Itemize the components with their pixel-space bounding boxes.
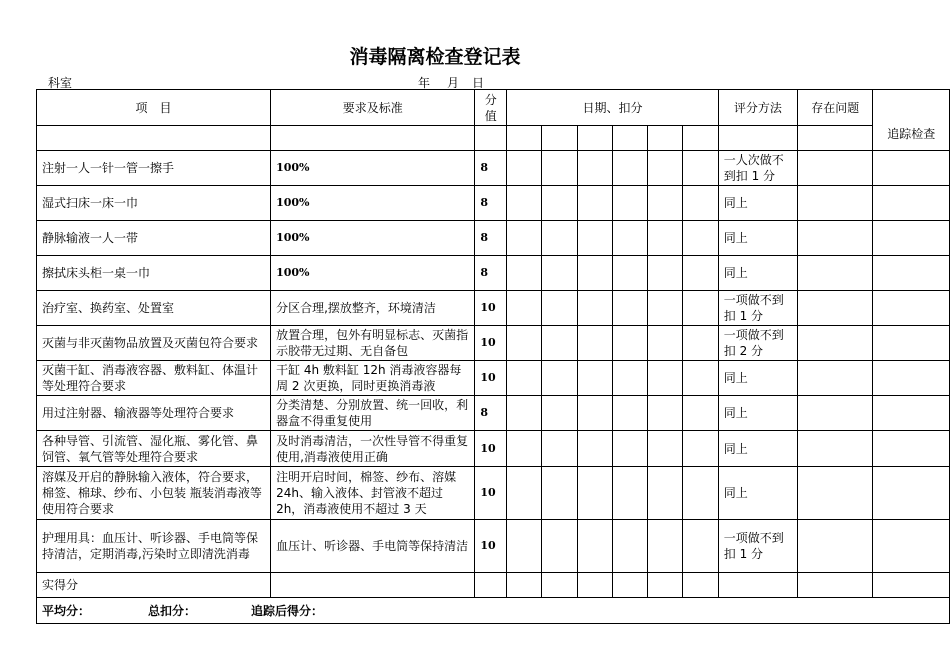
col-method-header: 评分方法 <box>718 90 797 126</box>
score-cell: 8 <box>475 221 507 256</box>
method-cell: 一项做不到扣 1 分 <box>718 291 797 326</box>
blank-cell[interactable] <box>542 126 577 151</box>
method-cell: 同上 <box>718 431 797 467</box>
item-cell: 各种导管、引流管、湿化瓶、雾化管、鼻饲管、氧气管等处理符合要求 <box>37 431 271 467</box>
requirement-cell: 及时消毒清洁，一次性导管不得重复使用,消毒液使用正确 <box>271 431 475 467</box>
requirement-cell: 100% <box>271 221 475 256</box>
followup-cell[interactable] <box>873 361 950 396</box>
table-row <box>37 186 950 221</box>
date-cell[interactable] <box>612 291 647 326</box>
date-cell[interactable] <box>648 467 683 520</box>
score-cell: 8 <box>475 151 507 186</box>
blank-cell[interactable] <box>683 126 718 151</box>
date-cell[interactable] <box>507 361 542 396</box>
score-cell: 10 <box>475 326 507 361</box>
date-cell[interactable] <box>683 256 718 291</box>
table-row <box>37 326 950 361</box>
col-issues-header: 存在问题 <box>798 90 873 126</box>
actual-score-cell[interactable] <box>542 573 577 598</box>
date-cell[interactable] <box>648 256 683 291</box>
date-cell[interactable] <box>612 256 647 291</box>
item-cell: 灭菌干缸、消毒液容器、敷料缸、体温计等处理符合要求 <box>37 361 271 396</box>
followup-cell[interactable] <box>873 431 950 467</box>
date-cell[interactable] <box>683 291 718 326</box>
requirement-cell: 分区合理,摆放整齐，环境清洁 <box>271 291 475 326</box>
date-cell[interactable] <box>648 396 683 431</box>
followup-cell[interactable] <box>873 467 950 520</box>
col-date-deduct-header: 日期、扣分 <box>507 90 719 126</box>
date-cell[interactable] <box>507 326 542 361</box>
date-cell[interactable] <box>683 467 718 520</box>
date-cell[interactable] <box>542 431 577 467</box>
date-cell[interactable] <box>612 221 647 256</box>
score-cell: 10 <box>475 467 507 520</box>
item-cell: 湿式扫床一床一巾 <box>37 186 271 221</box>
requirement-cell: 注明开启时间，棉签、纱布、溶媒 24h、输入液体、封管液不超过 2h，消毒液使用不超过 3 天 <box>271 467 475 520</box>
followup-cell[interactable] <box>873 221 950 256</box>
blank-row <box>37 126 950 151</box>
day-label: 日 <box>472 76 485 90</box>
date-cell[interactable] <box>577 151 612 186</box>
date-cell[interactable] <box>507 431 542 467</box>
method-cell: 一项做不到扣 1 分 <box>718 520 797 573</box>
date-cell[interactable] <box>542 520 577 573</box>
date-cell[interactable] <box>683 396 718 431</box>
issues-cell[interactable] <box>798 186 873 221</box>
method-cell: 同上 <box>718 221 797 256</box>
score-cell: 8 <box>475 186 507 221</box>
inspection-table <box>36 89 950 624</box>
score-cell: 10 <box>475 431 507 467</box>
actual-score-cell[interactable] <box>718 573 797 598</box>
item-cell: 溶媒及开启的静脉输入液体，符合要求，棉签、棉球、纱布、小包装 瓶装消毒液等使用符合要求 <box>37 467 271 520</box>
followup-cell[interactable] <box>873 151 950 186</box>
issues-cell[interactable] <box>798 326 873 361</box>
followup-cell[interactable] <box>873 186 950 221</box>
issues-cell[interactable] <box>798 396 873 431</box>
date-cell[interactable] <box>507 520 542 573</box>
date-cell[interactable] <box>683 520 718 573</box>
issues-cell[interactable] <box>798 256 873 291</box>
date-cell[interactable] <box>648 431 683 467</box>
date-cell[interactable] <box>507 291 542 326</box>
method-cell: 同上 <box>718 256 797 291</box>
header-row <box>37 90 950 126</box>
blank-cell[interactable] <box>798 126 873 151</box>
issues-cell[interactable] <box>798 151 873 186</box>
date-cell[interactable] <box>612 520 647 573</box>
date-cell[interactable] <box>507 467 542 520</box>
date-cell[interactable] <box>577 431 612 467</box>
method-cell: 同上 <box>718 467 797 520</box>
score-cell: 8 <box>475 396 507 431</box>
method-cell: 一人次做不到扣 1 分 <box>718 151 797 186</box>
date-cell[interactable] <box>507 396 542 431</box>
date-cell[interactable] <box>542 291 577 326</box>
date-cell[interactable] <box>683 221 718 256</box>
date-cell[interactable] <box>648 291 683 326</box>
date-cell[interactable] <box>577 326 612 361</box>
date-cell[interactable] <box>648 520 683 573</box>
form-title: 消毒隔离检查登记表 <box>349 46 521 68</box>
col-item-header: 项 目 <box>37 90 271 126</box>
date-cell[interactable] <box>542 361 577 396</box>
method-cell: 同上 <box>718 361 797 396</box>
date-cell[interactable] <box>612 361 647 396</box>
month-label: 月 <box>447 76 460 90</box>
department-label: 科室 <box>48 76 73 90</box>
blank-cell[interactable] <box>475 126 507 151</box>
item-cell: 注射一人一针一管一擦手 <box>37 151 271 186</box>
item-cell: 用过注射器、输液器等处理符合要求 <box>37 396 271 431</box>
requirement-cell: 100% <box>271 256 475 291</box>
date-cell[interactable] <box>577 221 612 256</box>
date-cell[interactable] <box>542 221 577 256</box>
issues-cell[interactable] <box>798 467 873 520</box>
date-cell[interactable] <box>507 151 542 186</box>
score-cell: 10 <box>475 520 507 573</box>
blank-cell[interactable] <box>612 126 647 151</box>
date-cell[interactable] <box>577 396 612 431</box>
date-cell[interactable] <box>612 467 647 520</box>
followup-cell[interactable] <box>873 396 950 431</box>
issues-cell[interactable] <box>798 431 873 467</box>
actual-score-row <box>37 573 950 598</box>
actual-score-cell[interactable] <box>612 573 647 598</box>
followup-cell[interactable] <box>873 291 950 326</box>
date-cell[interactable] <box>612 186 647 221</box>
issues-cell[interactable] <box>798 361 873 396</box>
requirement-cell: 分类清楚、分别放置、统一回收，利器盒不得重复使用 <box>271 396 475 431</box>
col-requirement-header: 要求及标准 <box>271 90 475 126</box>
requirement-cell: 放置合理，包外有明显标志、灭菌指示胶带无过期、无自备包 <box>271 326 475 361</box>
table-row <box>37 361 950 396</box>
blank-cell[interactable] <box>718 126 797 151</box>
item-cell: 擦拭床头柜一桌一巾 <box>37 256 271 291</box>
col-followup-header: 追踪检查 <box>873 90 950 151</box>
date-cell[interactable] <box>683 151 718 186</box>
method-cell: 一项做不到扣 2 分 <box>718 326 797 361</box>
date-cell[interactable] <box>648 186 683 221</box>
issues-cell[interactable] <box>798 221 873 256</box>
followup-cell[interactable] <box>873 256 950 291</box>
date-cell[interactable] <box>683 361 718 396</box>
method-cell: 同上 <box>718 396 797 431</box>
date-cell[interactable] <box>577 520 612 573</box>
date-cell[interactable] <box>612 151 647 186</box>
date-cell[interactable] <box>507 221 542 256</box>
table-row <box>37 291 950 326</box>
summary-footer <box>37 598 950 624</box>
item-cell: 治疗室、换药室、处置室 <box>37 291 271 326</box>
table-row <box>37 396 950 431</box>
blank-cell[interactable] <box>648 126 683 151</box>
date-cell[interactable] <box>683 326 718 361</box>
issues-cell[interactable] <box>798 520 873 573</box>
date-cell[interactable] <box>577 291 612 326</box>
date-cell[interactable] <box>542 396 577 431</box>
date-cell[interactable] <box>577 467 612 520</box>
requirement-cell: 干缸 4h 敷料缸 12h 消毒液容器每周 2 次更换，同时更换消毒液 <box>271 361 475 396</box>
score-cell: 10 <box>475 361 507 396</box>
score-cell: 8 <box>475 256 507 291</box>
total-deduct-label: 总扣分： <box>148 603 197 618</box>
requirement-cell: 血压计、听诊器、手电筒等保持清洁 <box>271 520 475 573</box>
item-cell: 灭菌与非灭菌物品放置及灭菌包符合要求 <box>37 326 271 361</box>
date-cell[interactable] <box>648 361 683 396</box>
date-cell[interactable] <box>683 186 718 221</box>
requirement-cell: 100% <box>271 186 475 221</box>
date-cell[interactable] <box>612 431 647 467</box>
actual-score-cell[interactable] <box>475 573 507 598</box>
table-row <box>37 520 950 573</box>
table-row <box>37 221 950 256</box>
method-cell: 同上 <box>718 186 797 221</box>
requirement-cell: 100% <box>271 151 475 186</box>
date-cell[interactable] <box>542 326 577 361</box>
date-cell[interactable] <box>542 151 577 186</box>
item-cell: 静脉输液一人一带 <box>37 221 271 256</box>
followup-score-label: 追踪后得分： <box>251 603 324 618</box>
date-cell[interactable] <box>542 256 577 291</box>
average-score-label: 平均分： <box>42 603 91 618</box>
table-row <box>37 431 950 467</box>
actual-score-cell[interactable] <box>873 573 950 598</box>
date-cell[interactable] <box>612 396 647 431</box>
date-cell[interactable] <box>612 326 647 361</box>
actual-score-cell[interactable] <box>271 573 475 598</box>
blank-cell[interactable] <box>271 126 475 151</box>
item-cell: 护理用具：血压计、听诊器、手电筒等保持清洁，定期消毒,污染时立即清洗消毒 <box>37 520 271 573</box>
blank-cell[interactable] <box>577 126 612 151</box>
date-cell[interactable] <box>577 361 612 396</box>
date-cell[interactable] <box>648 151 683 186</box>
actual-score-label: 实得分 <box>37 573 271 598</box>
blank-cell[interactable] <box>37 126 271 151</box>
date-cell[interactable] <box>507 256 542 291</box>
footer-row <box>37 598 950 624</box>
table-row <box>37 151 950 186</box>
score-cell: 10 <box>475 291 507 326</box>
date-cell[interactable] <box>542 467 577 520</box>
followup-cell[interactable] <box>873 326 950 361</box>
date-cell[interactable] <box>683 431 718 467</box>
blank-cell[interactable] <box>507 126 542 151</box>
actual-score-cell[interactable] <box>648 573 683 598</box>
year-label: 年 <box>418 76 431 90</box>
date-cell[interactable] <box>648 326 683 361</box>
followup-cell[interactable] <box>873 520 950 573</box>
actual-score-cell[interactable] <box>507 573 542 598</box>
date-cell[interactable] <box>577 186 612 221</box>
col-score-header: 分 值 <box>475 90 507 126</box>
date-cell[interactable] <box>648 221 683 256</box>
actual-score-cell[interactable] <box>577 573 612 598</box>
table-row <box>37 467 950 520</box>
table-row <box>37 256 950 291</box>
issues-cell[interactable] <box>798 291 873 326</box>
date-cell[interactable] <box>542 186 577 221</box>
actual-score-cell[interactable] <box>683 573 718 598</box>
actual-score-cell[interactable] <box>798 573 873 598</box>
date-cell[interactable] <box>577 256 612 291</box>
date-cell[interactable] <box>507 186 542 221</box>
